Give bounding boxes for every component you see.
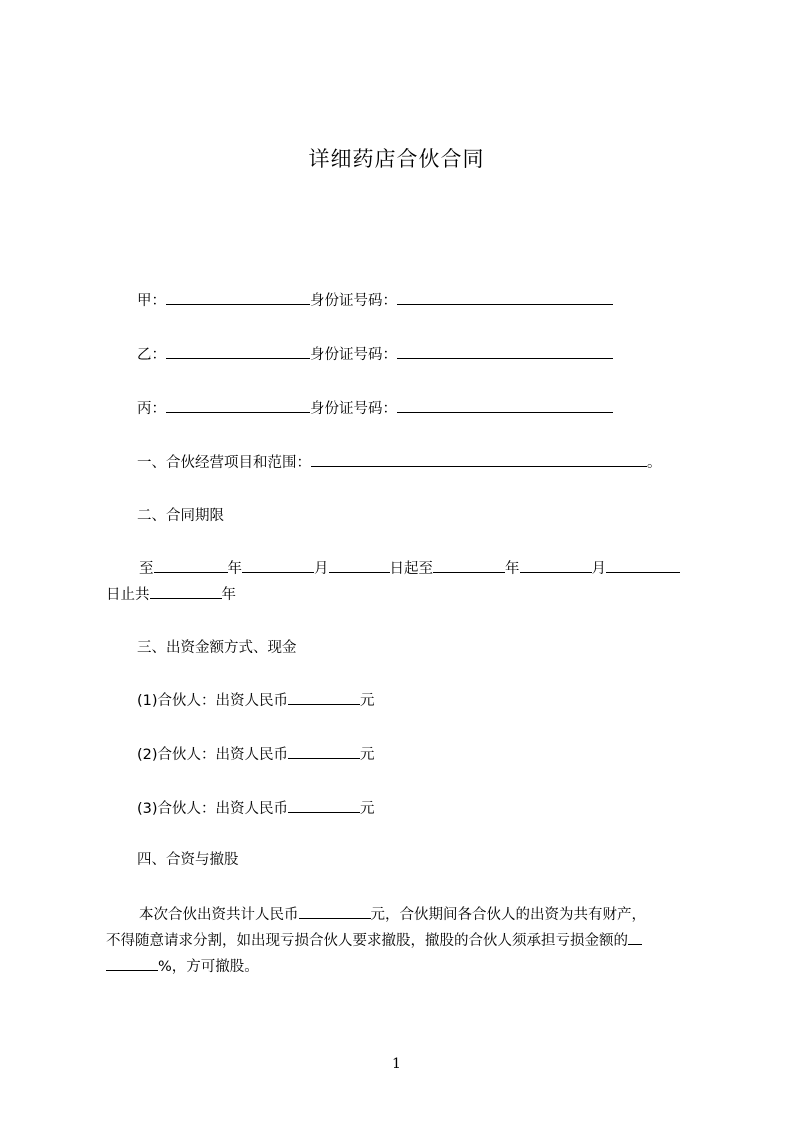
page-number: 1: [392, 1056, 401, 1072]
party-a-label: 甲：: [137, 293, 166, 309]
party-a-line: [137, 290, 613, 311]
contribution-amount-blank[interactable]: [288, 798, 360, 813]
party-b-id-label: 身份证号码：: [310, 347, 397, 363]
section1-heading: 一、合伙经营项目和范围：: [137, 455, 311, 471]
party-b-label: 乙：: [137, 347, 166, 363]
term-nian-1: 年: [227, 561, 242, 577]
contribution-amount-blank[interactable]: [288, 744, 360, 759]
term-line-1: [139, 558, 680, 579]
item-number: (1): [137, 693, 158, 709]
document-title: 详细药店合伙合同: [308, 147, 485, 171]
section4-p3: 不得随意请求分割，如出现亏损合伙人要求撤股，撤股的合伙人须承担亏损金额的: [106, 933, 628, 949]
section4-para-line-1: [139, 904, 646, 925]
loss-percent-blank-b[interactable]: [106, 956, 158, 971]
term-nian-2: 年: [505, 561, 520, 577]
section2-heading: 二、合同期限: [137, 508, 224, 524]
party-b-line: [137, 344, 613, 365]
business-scope-blank[interactable]: [311, 452, 647, 467]
section4-heading: 四、合资与撤股: [137, 852, 239, 868]
contribution-item: [137, 744, 375, 765]
item-unit: 元: [360, 747, 375, 763]
term-nian-3: 年: [221, 587, 236, 603]
item-unit: 元: [360, 801, 375, 817]
party-c-label: 丙：: [137, 401, 166, 417]
party-c-id-blank[interactable]: [397, 398, 613, 413]
party-c-line: [137, 398, 613, 419]
start-year-blank[interactable]: [154, 558, 228, 573]
term-ri-zhi-gong: 日止共: [106, 587, 150, 603]
section4-para-line-3: [106, 956, 259, 977]
party-a-name-blank[interactable]: [166, 290, 310, 305]
party-b-name-blank[interactable]: [166, 344, 310, 359]
item-text: 合伙人：出资人民币: [157, 693, 289, 709]
contribution-amount-blank[interactable]: [288, 690, 360, 705]
total-years-blank[interactable]: [150, 584, 222, 599]
party-a-id-blank[interactable]: [397, 290, 613, 305]
term-zhi-1: 至: [139, 561, 154, 577]
item-number: (2): [137, 747, 158, 763]
term-yue-1: 月: [314, 561, 329, 577]
total-capital-blank[interactable]: [299, 904, 371, 919]
loss-percent-blank-a[interactable]: [628, 930, 642, 945]
end-month-blank[interactable]: [520, 558, 592, 573]
term-line-2: [106, 584, 236, 605]
party-c-id-label: 身份证号码：: [310, 401, 397, 417]
section1-end: 。: [647, 455, 662, 471]
section4-para-line-2: [106, 930, 642, 951]
item-number: (3): [137, 801, 158, 817]
item-text: 合伙人：出资人民币: [157, 801, 289, 817]
term-ri-qi-zhi: 日起至: [389, 561, 433, 577]
party-c-name-blank[interactable]: [166, 398, 310, 413]
end-day-blank[interactable]: [606, 558, 680, 573]
section4-p4: %，方可撤股。: [158, 959, 259, 975]
section4-p1: 本次合伙出资共计人民币: [139, 907, 299, 923]
term-yue-2: 月: [591, 561, 606, 577]
item-unit: 元: [360, 693, 375, 709]
item-text: 合伙人：出资人民币: [157, 747, 289, 763]
contribution-item: [137, 798, 375, 819]
section4-p2: 元，合伙期间各合伙人的出资为共有财产，: [370, 907, 646, 923]
party-b-id-blank[interactable]: [397, 344, 613, 359]
contribution-item: [137, 690, 375, 711]
start-month-blank[interactable]: [242, 558, 314, 573]
start-day-blank[interactable]: [329, 558, 390, 573]
party-a-id-label: 身份证号码：: [310, 293, 397, 309]
section3-heading: 三、出资金额方式、现金: [137, 640, 297, 656]
section1-line: [137, 452, 662, 473]
end-year-blank[interactable]: [433, 558, 505, 573]
